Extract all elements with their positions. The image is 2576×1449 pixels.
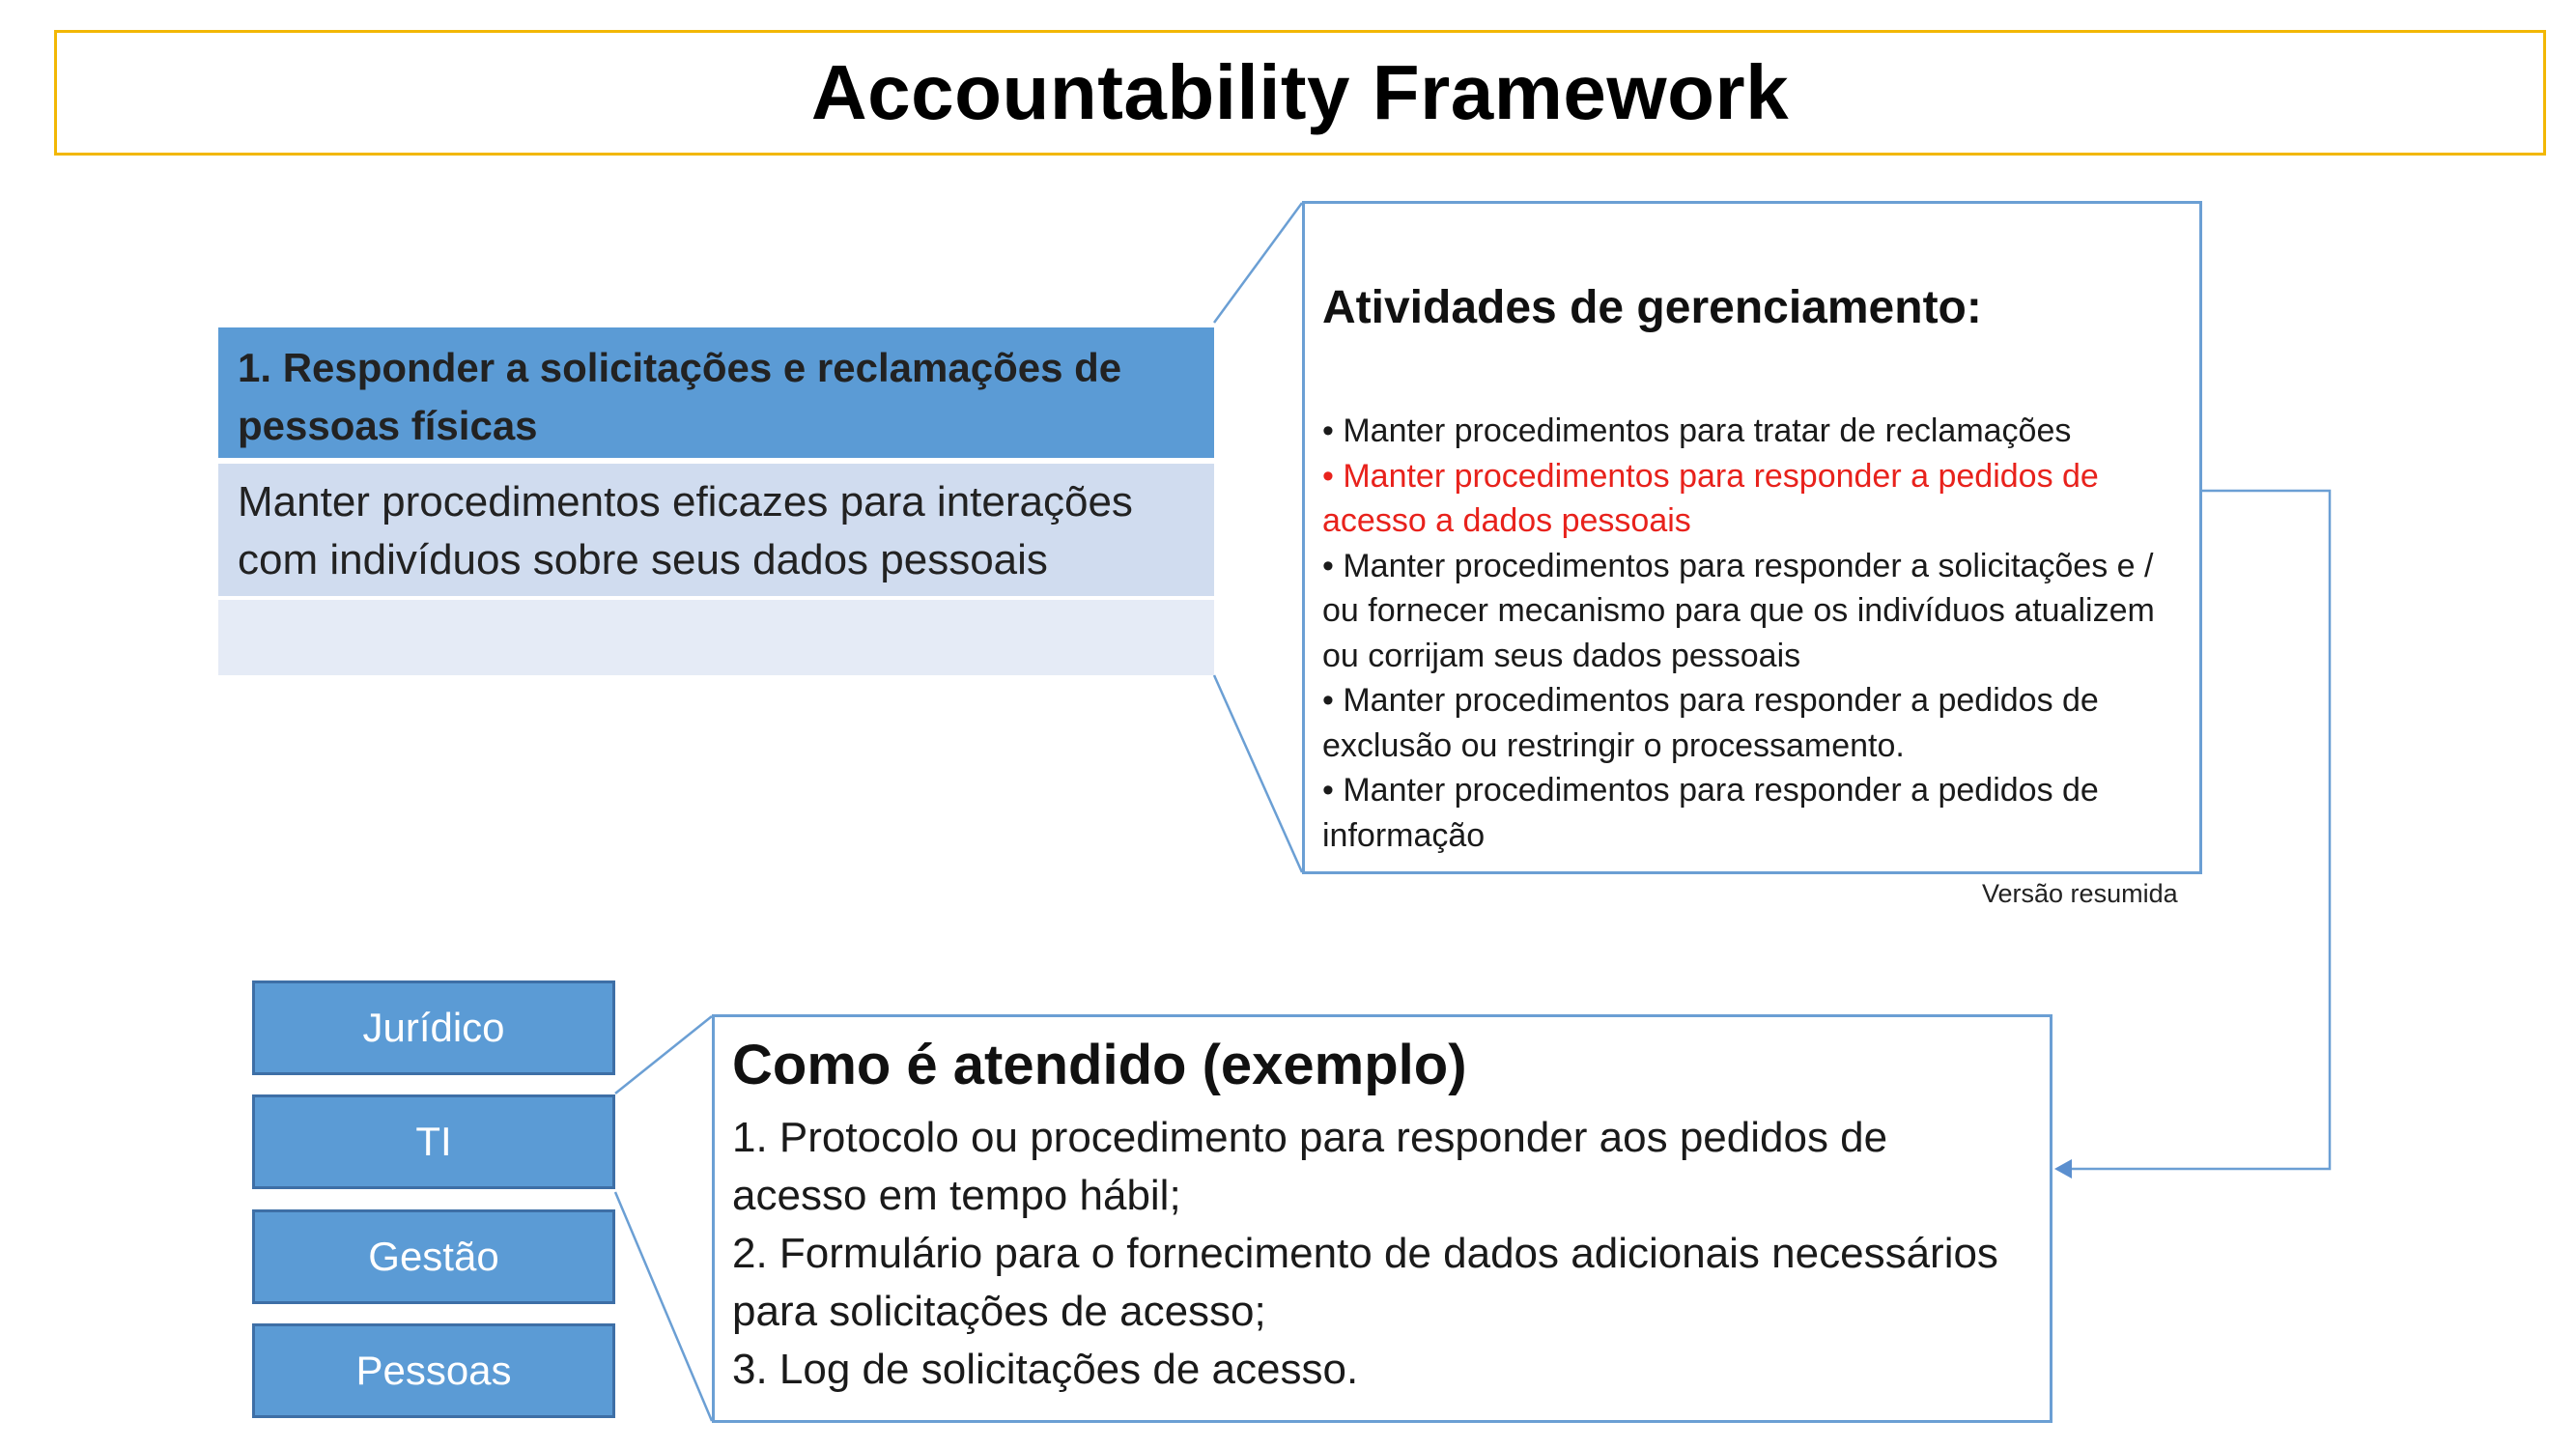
dept-gestao: Gestão bbox=[252, 1209, 615, 1304]
activities-list bbox=[1322, 409, 2192, 858]
requirement-description: Manter procedimentos eficazes para interações com indivíduos sobre seus dados pessoais bbox=[218, 464, 1214, 596]
example-list bbox=[732, 1109, 2026, 1399]
activities-box bbox=[1302, 201, 2202, 874]
example-title: Como é atendido (exemplo) bbox=[732, 1034, 1467, 1096]
arrowhead-icon bbox=[2054, 1159, 2072, 1179]
page-title: Accountability Framework bbox=[810, 49, 1790, 135]
requirement-header: 1. Responder a solicitações e reclamações de pessoas físicas bbox=[218, 327, 1214, 458]
zoom-line-top bbox=[1214, 203, 1302, 323]
example-item: 3. Log de solicitações de acesso. bbox=[732, 1346, 1359, 1393]
zoom-line-bottom bbox=[1214, 675, 1302, 872]
activity-item: • Manter procedimentos para responder a pedidos de informação bbox=[1322, 772, 2099, 854]
activities-title: Atividades de gerenciamento: bbox=[1322, 282, 1982, 333]
dept-ti: TI bbox=[252, 1094, 615, 1189]
example-box bbox=[712, 1014, 2052, 1423]
activity-item: • Manter procedimentos para responder a solicitações e / ou fornecer mecanismo para que os indivíduos atualizem ou corrijam seus dados pessoais bbox=[1322, 547, 2155, 674]
activity-item: • Manter procedimentos para tratar de reclamações bbox=[1322, 412, 2072, 449]
activity-item-highlighted: • Manter procedimentos para responder a pedidos de acesso a dados pessoais bbox=[1322, 457, 2099, 539]
version-note: Versão resumida bbox=[1982, 879, 2178, 908]
example-item: 1. Protocolo ou procedimento para responder aos pedidos de acesso em tempo hábil; bbox=[732, 1114, 1888, 1219]
dept-line-bottom bbox=[615, 1192, 712, 1421]
dept-line-top bbox=[615, 1016, 712, 1094]
title-banner bbox=[54, 30, 2546, 156]
dept-pessoas: Pessoas bbox=[252, 1323, 615, 1418]
requirement-empty-row bbox=[218, 600, 1214, 675]
example-item: 2. Formulário para o fornecimento de dados adicionais necessários para solicitações de acesso; bbox=[732, 1230, 1998, 1335]
activity-item: • Manter procedimentos para responder a pedidos de exclusão ou restringir o processamento. bbox=[1322, 682, 2099, 764]
dept-juridico: Jurídico bbox=[252, 980, 615, 1075]
